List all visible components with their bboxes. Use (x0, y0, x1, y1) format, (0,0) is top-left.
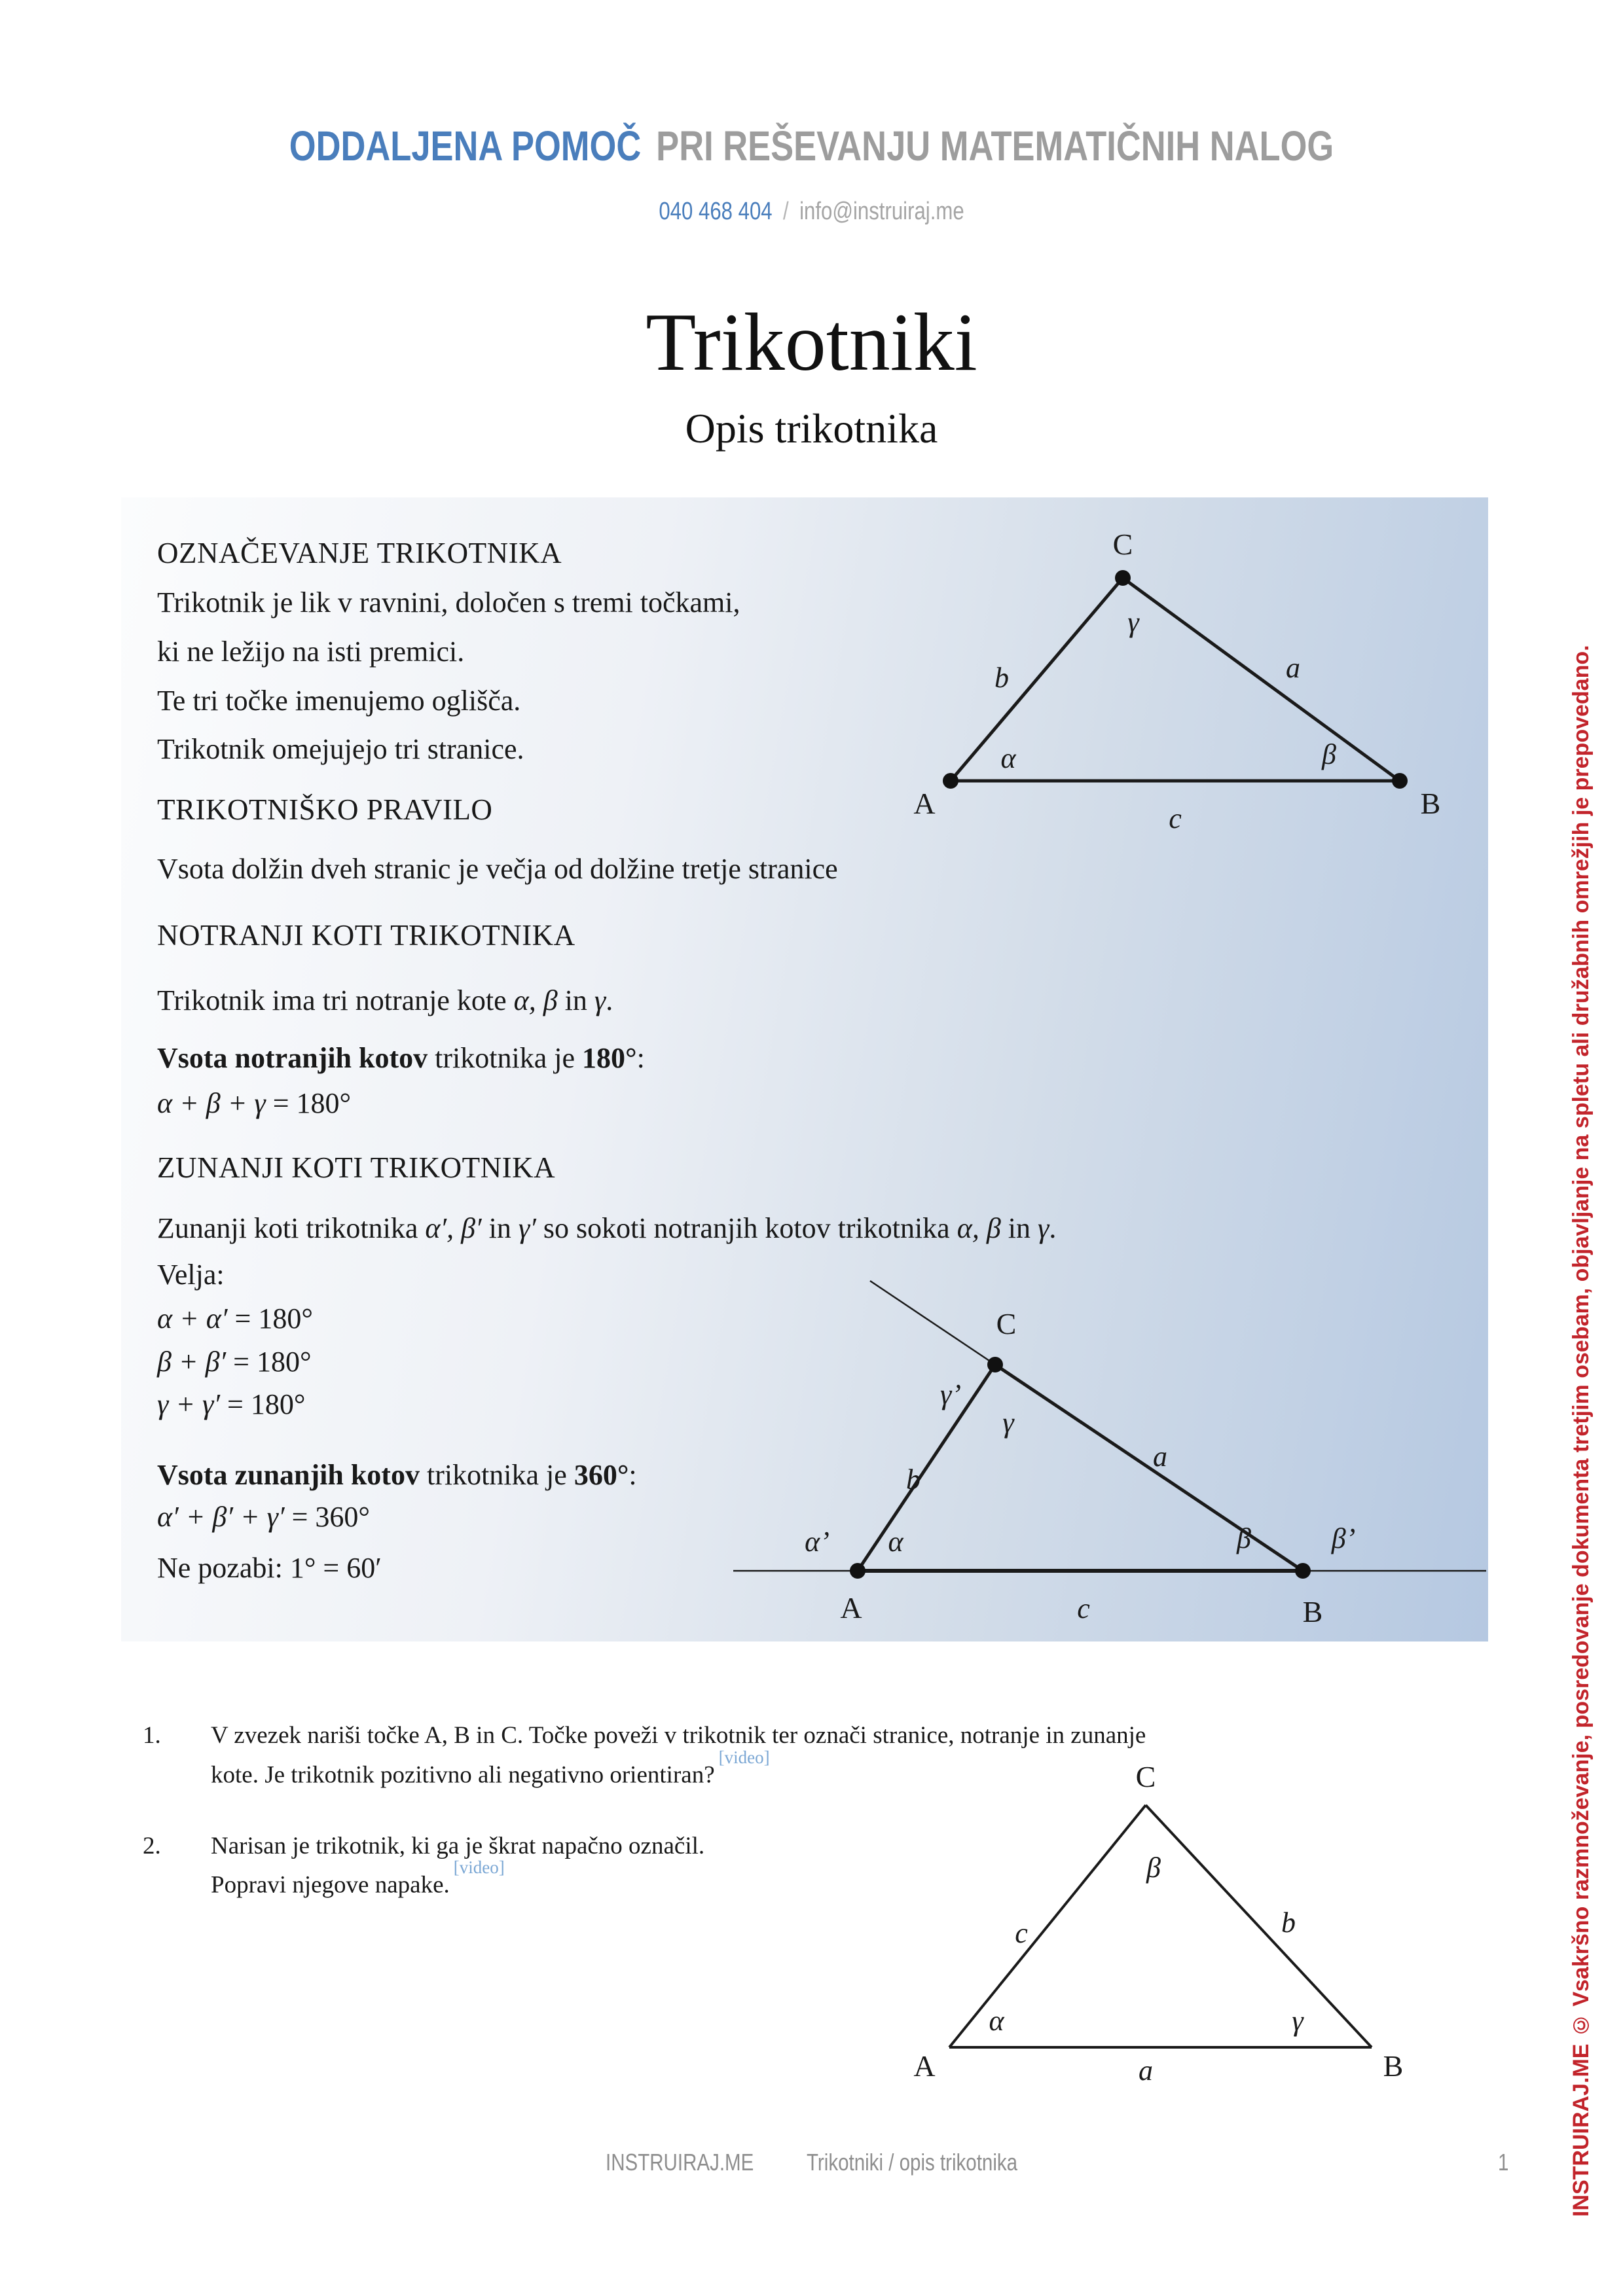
formula-alpha-supplement: α + α′ = 180° (157, 1302, 313, 1335)
header-brand: ODDALJENA POMOČ (289, 122, 642, 170)
video-link[interactable]: [video] (453, 1857, 505, 1877)
email-address: info@instruiraj.me (799, 198, 964, 225)
angle-label-alpha: α (888, 1526, 903, 1558)
footer-page-number: 1 (1498, 2149, 1509, 2176)
page-title: Trikotniki (646, 297, 977, 388)
header (146, 122, 1477, 170)
vertex-dot-a (943, 773, 958, 789)
header-contact (146, 198, 1477, 226)
copyright-notice: INSTRUIRAJ.ME © Vsakršno razmnoževanje, posredovanje dokumenta tretjim osebam, objavljanje na spletu ali družabnih omrežjih je prepovedano. (1569, 645, 1594, 2217)
vertex-dot-a (850, 1563, 866, 1579)
note-degree-minutes: Ne pozabi: 1° = 60′ (157, 1552, 382, 1584)
section-heading-pravilo: TRIKOTNIŠKO PRAVILO (157, 793, 493, 826)
exercise-1-number: 1. (143, 1722, 161, 1749)
vertex-dot-b (1392, 773, 1408, 789)
triangle-diagram-mislabeled (884, 1760, 1408, 2087)
exercise-2-line: Popravi njegove napake.[video] (211, 1857, 505, 1899)
paragraph-line: Zunanji koti trikotnika α′, β′ in γ′ so sokoti notranjih kotov trikotnika α, β in γ. (157, 1212, 1057, 1244)
side-label-b: b (906, 1463, 921, 1496)
paragraph-line: Trikotnik ima tri notranje kote α, β in γ. (157, 984, 613, 1016)
angle-label-gamma-prime: γ’ (940, 1378, 961, 1410)
side-label-a: a (1286, 652, 1300, 684)
vertex-label-c: C (1112, 528, 1133, 561)
side-label-a: a (1153, 1441, 1167, 1473)
section-heading-notranji-koti: NOTRANJI KOTI TRIKOTNIKA (157, 919, 575, 952)
angle-label-gamma: γ (1292, 2005, 1304, 2037)
paragraph-line: Vsota dolžin dveh stranic je večja od dolžine tretje stranice (157, 853, 838, 885)
side-label-b: b (1281, 1907, 1296, 1939)
page-subtitle: Opis trikotnika (685, 405, 938, 452)
exercise-2-number: 2. (143, 1833, 161, 1859)
exercise-2-line: Narisan je trikotnik, ki ga je škrat napačno označil. (211, 1833, 705, 1859)
side-label-c: c (1015, 1917, 1028, 1949)
angle-label-alpha: α (1000, 742, 1016, 774)
footer-brand: INSTRUIRAJ.ME (606, 2149, 754, 2176)
vertex-label-b: B (1302, 1595, 1323, 1628)
side-label-a: a (1139, 2054, 1153, 2087)
side-label-c: c (1077, 1592, 1090, 1624)
side-label-b: b (994, 662, 1009, 694)
phone-number: 040 468 404 (659, 198, 773, 225)
vertex-label-a: A (913, 2049, 936, 2083)
vertex-label-a: A (913, 787, 936, 820)
formula-sum-exterior: α′ + β′ + γ′ = 360° (157, 1501, 371, 1533)
triangle-diagram-labeled (910, 520, 1486, 834)
vertex-label-c: C (996, 1307, 1017, 1340)
vertex-dot-c (1115, 570, 1131, 586)
paragraph-line: Velja: (157, 1259, 225, 1291)
vertex-label-c: C (1135, 1760, 1156, 1793)
statement-sum-interior: Vsota notranjih kotov trikotnika je 180°: (157, 1042, 645, 1074)
triangle-diagram-exterior-angles (720, 1276, 1499, 1630)
formula-sum-interior: α + β + γ = 180° (157, 1087, 352, 1119)
exercise-1-line: V zvezek nariši točke A, B in C. Točke poveži v trikotnik ter označi stranice, notranje in zunanje (211, 1722, 1146, 1749)
angle-label-beta: β (1146, 1852, 1161, 1884)
vertex-label-b: B (1420, 787, 1441, 820)
section-heading-oznacevanje: OZNAČEVANJE TRIKOTNIKA (157, 537, 562, 569)
paragraph-line: ki ne ležijo na isti premici. (157, 636, 465, 668)
angle-label-beta: β (1237, 1522, 1251, 1554)
header-tagline: PRI REŠEVANJU MATEMATIČNIH NALOG (656, 122, 1334, 170)
paragraph-line: Trikotnik omejujejo tri stranice. (157, 733, 524, 765)
video-link[interactable]: [video] (718, 1748, 770, 1767)
vertex-label-a: A (840, 1591, 862, 1624)
angle-label-beta-prime: β’ (1331, 1522, 1356, 1554)
statement-sum-exterior: Vsota zunanjih kotov trikotnika je 360°: (157, 1459, 637, 1491)
paragraph-line: Te tri točke imenujemo oglišča. (157, 685, 521, 717)
separator-slash: / (783, 198, 789, 225)
formula-beta-supplement: β + β′ = 180° (157, 1346, 312, 1378)
angle-label-alpha: α (989, 2005, 1004, 2037)
paragraph-line: Trikotnik je lik v ravnini, določen s tremi točkami, (157, 586, 740, 619)
formula-gamma-supplement: γ + γ′ = 180° (157, 1388, 306, 1420)
angle-label-beta: β (1322, 738, 1336, 770)
footer-doc-title: Trikotniki / opis trikotnika (807, 2149, 1018, 2176)
angle-label-gamma: γ (1002, 1407, 1014, 1439)
angle-label-gamma: γ (1127, 606, 1139, 638)
section-heading-zunanji-koti: ZUNANJI KOTI TRIKOTNIKA (157, 1151, 556, 1184)
vertex-label-b: B (1383, 2049, 1404, 2083)
exercise-1-line: kote. Je trikotnik pozitivno ali negativno orientiran?[video] (211, 1748, 770, 1789)
side-label-c: c (1169, 802, 1182, 834)
vertex-dot-c (987, 1357, 1003, 1372)
angle-label-alpha-prime: α’ (805, 1526, 830, 1558)
vertex-dot-b (1295, 1563, 1311, 1579)
